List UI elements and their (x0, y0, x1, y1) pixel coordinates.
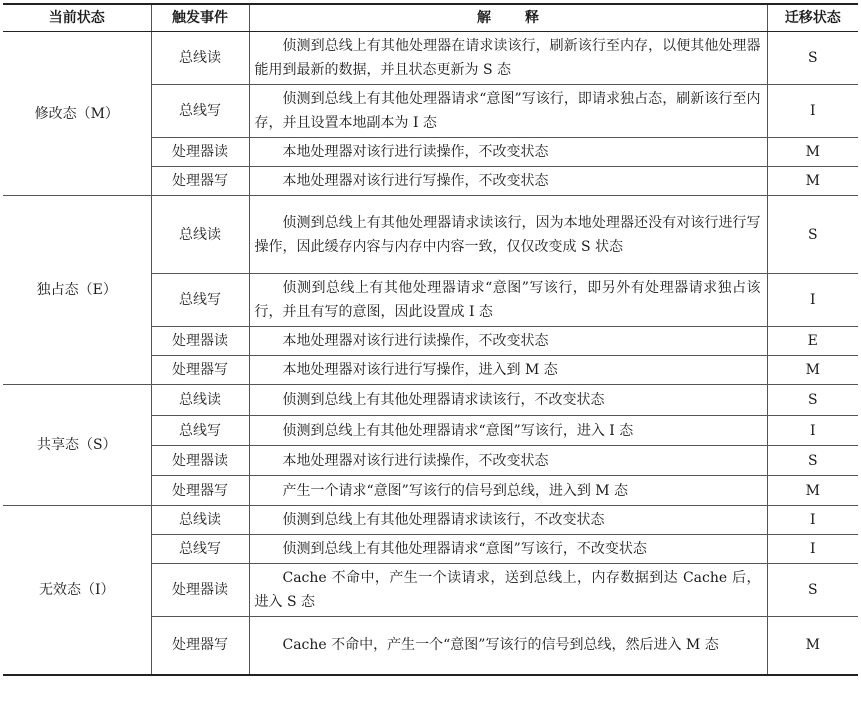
event-cell: 处理器写 (151, 356, 249, 385)
description-cell: Cache 不命中，产生一个“意图”写该行的信号到总线，然后进入 M 态 (249, 617, 767, 675)
description-cell: 侦测到总线上有其他处理器请求“意图”写该行，即另外有处理器请求独占该行，并且有写的意图，因此设置成 I 态 (249, 274, 767, 327)
next-state-cell: S (767, 32, 858, 85)
description-cell: 本地处理器对该行进行写操作，不改变状态 (249, 167, 767, 196)
description-cell: 侦测到总线上有其他处理器请求读该行，因为本地处理器还没有对该行进行写操作，因此缓存内容与内存中内容一致，仅仅改变成 S 状态 (249, 196, 767, 274)
header-trigger-event: 触发事件 (151, 4, 249, 32)
description-cell: Cache 不命中，产生一个读请求，送到总线上，内存数据到达 Cache 后，进入 S 态 (249, 564, 767, 617)
event-cell: 总线写 (151, 535, 249, 564)
next-state-cell: I (767, 506, 858, 535)
state-cell-exclusive: 独占态（E） (3, 196, 151, 385)
table-row (3, 196, 858, 274)
header-explanation: 解释 (249, 4, 767, 32)
next-state-cell: M (767, 167, 858, 196)
state-cell-invalid: 无效态（I） (3, 506, 151, 675)
state-cell-shared: 共享态（S） (3, 385, 151, 506)
next-state-cell: I (767, 85, 858, 138)
event-cell: 总线读 (151, 385, 249, 416)
mesi-state-table (3, 3, 858, 676)
description-cell: 本地处理器对该行进行读操作，不改变状态 (249, 327, 767, 356)
header-current-state: 当前状态 (3, 4, 151, 32)
event-cell: 总线写 (151, 416, 249, 446)
next-state-cell: M (767, 617, 858, 675)
table-row (3, 385, 858, 416)
description-cell: 本地处理器对该行进行写操作，进入到 M 态 (249, 356, 767, 385)
state-cell-modified: 修改态（M） (3, 32, 151, 196)
description-cell: 侦测到总线上有其他处理器请求读该行，不改变状态 (249, 506, 767, 535)
description-cell: 侦测到总线上有其他处理器请求“意图”写该行，进入 I 态 (249, 416, 767, 446)
description-cell: 产生一个请求“意图”写该行的信号到总线，进入到 M 态 (249, 476, 767, 506)
event-cell: 总线读 (151, 506, 249, 535)
event-cell: 处理器写 (151, 476, 249, 506)
description-cell: 侦测到总线上有其他处理器请求“意图”写该行，不改变状态 (249, 535, 767, 564)
table-row (3, 506, 858, 535)
description-cell: 本地处理器对该行进行读操作，不改变状态 (249, 446, 767, 476)
event-cell: 处理器读 (151, 564, 249, 617)
next-state-cell: E (767, 327, 858, 356)
next-state-cell: I (767, 416, 858, 446)
event-cell: 总线写 (151, 274, 249, 327)
next-state-cell: I (767, 274, 858, 327)
event-cell: 总线读 (151, 32, 249, 85)
next-state-cell: S (767, 385, 858, 416)
next-state-cell: M (767, 356, 858, 385)
event-cell: 处理器读 (151, 138, 249, 167)
header-next-state: 迁移状态 (767, 4, 858, 32)
description-cell: 侦测到总线上有其他处理器请求“意图”写该行，即请求独占态，刷新该行至内存，并且设置本地副本为 I 态 (249, 85, 767, 138)
event-cell: 总线写 (151, 85, 249, 138)
event-cell: 处理器读 (151, 446, 249, 476)
description-cell: 侦测到总线上有其他处理器在请求读该行，刷新该行至内存，以便其他处理器能用到最新的数据，并且状态更新为 S 态 (249, 32, 767, 85)
next-state-cell: S (767, 564, 858, 617)
event-cell: 处理器读 (151, 327, 249, 356)
next-state-cell: S (767, 446, 858, 476)
next-state-cell: M (767, 138, 858, 167)
table-row (3, 32, 858, 85)
next-state-cell: S (767, 196, 858, 274)
table-header (3, 4, 858, 32)
table-body (3, 32, 858, 675)
description-cell: 本地处理器对该行进行读操作，不改变状态 (249, 138, 767, 167)
event-cell: 处理器写 (151, 167, 249, 196)
next-state-cell: I (767, 535, 858, 564)
next-state-cell: M (767, 476, 858, 506)
event-cell: 处理器写 (151, 617, 249, 675)
description-cell: 侦测到总线上有其他处理器请求读该行，不改变状态 (249, 385, 767, 416)
event-cell: 总线读 (151, 196, 249, 274)
